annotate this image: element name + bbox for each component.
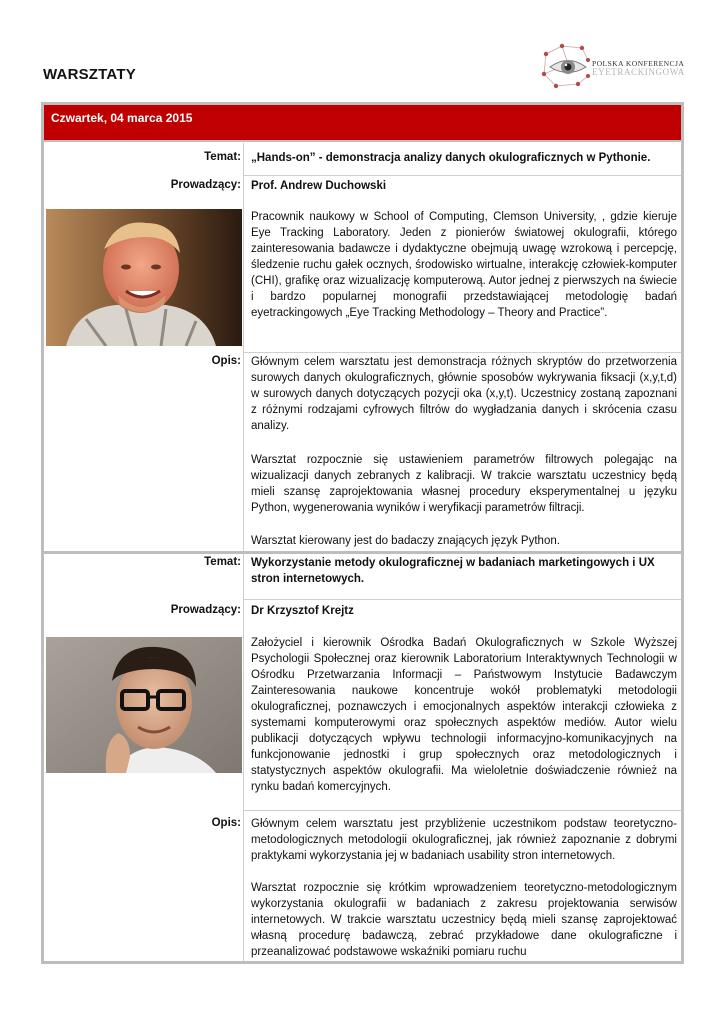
- eye-network-icon: [538, 40, 596, 94]
- presenter-label: Prowadzący:: [170, 179, 241, 191]
- workshop-2-topic: Wykorzystanie metody okulograficznej w badaniach marketingowych i UX stron internetowych.: [251, 557, 655, 585]
- presenter-label: Prowadzący:: [170, 604, 241, 616]
- column-divider: [243, 554, 244, 964]
- presenter-2-photo: [46, 637, 242, 773]
- description-label: Opis:: [211, 817, 241, 829]
- page-title: WARSZTATY: [43, 66, 136, 83]
- logo-text-line2: EYETRACKINGOWA: [592, 67, 685, 77]
- row-divider: [243, 175, 681, 176]
- workshop-separator: [44, 551, 681, 554]
- workshop-2-bio: Założyciel i kierownik Ośrodka Badań Okulograficznych w Szkole Wyższej Psychologii Społecznej oraz kierownik Laboratorium Interaktywnych Technologii w Ośrodku Przetwarzania Informacji – Państwowym Instytucie Badawczym Zainteresowania naukowe koncentruje wokół problematyki metodologii okulograficznej, poznawczych i emocjonalnych aspektów interakcji człowieka z systemami komputerowymi oraz społecznych aspektów mediów. Autor wielu publikacji dotyczących wpływu technologii informacyjno-komunikacyjnych na funkcjonowanie jednostki i grup społecznych oraz metodologicznych i statystycznych aspektów okulografii. Ma wieloletnie doświadczenie również na rynku badań komercyjnych.: [251, 637, 677, 793]
- column-divider: [243, 143, 244, 551]
- workshop-1-description-p3: Warsztat kierowany jest do badaczy znających język Python.: [251, 535, 560, 547]
- row-divider: [243, 810, 681, 811]
- day-header: [44, 105, 681, 142]
- presenter-1-photo: [46, 209, 242, 346]
- row-divider: [243, 599, 681, 600]
- workshop-1-description-p2: Warsztat rozpocznie się ustawieniem parametrów filtrowych polegając na wizualizacji danych zebranych z kalibracji. W trakcie warsztatu uczestnicy będą mieli szansę zaprojektowania własnej procedury eksperymentalnej u języku Python, wygenerowania wyników i weryfikacji parametrów filtracji.: [251, 454, 677, 514]
- workshop-1-topic: „Hands-on” - demonstracja analizy danych okulograficznych w Pythonie.: [251, 152, 651, 164]
- logo-text-line1: POLSKA KONFERENCJA: [592, 59, 685, 68]
- workshop-2-description-p2: Warsztat rozpocznie się krótkim wprowadzeniem teoretyczno-metodologicznym wykorzystania okulografii w badaniach z zakresu projektowania serwisów internetowych. W trakcie warsztatu uczestnicy będą mieli szansę zaprojektować własną procedurę badawczą, zebrać przykładowe dane okulograficzne i przeanalizować podstawowe wskaźniki pomiaru ruchu: [251, 882, 677, 958]
- conference-logo: [538, 40, 688, 94]
- topic-label: Temat:: [204, 151, 241, 163]
- workshop-1-bio: Pracownik naukowy w School of Computing, Clemson University, , gdzie kieruje Eye Tracking Laboratory. Jeden z pionierów światowej okulografii, którego zainteresowania badawcze i dydaktyczne obejmują uwagę wzrokową i percepcję, śledzenie ruchu gałek ocznych, środowisko wirtualne, interakcję człowiek-komputer (CHI), grafikę oraz wizualizację komputerową. Autor jednej z pierwszych na świecie i bardzo popularnej monografii przedstawiającej metodologię badań eyetrackingowych „Eye Tracking Methodology – Theory and Practice”.: [251, 211, 677, 319]
- workshop-2-presenter: Dr Krzysztof Krejtz: [251, 605, 354, 617]
- row-divider: [243, 352, 681, 353]
- day-label: Czwartek, 04 marca 2015: [51, 111, 193, 125]
- workshop-2-description-p1: Głównym celem warsztatu jest przybliżenie uczestnikom podstaw teoretyczno-metodologicznych metodologii okulograficznej, jak również zapoznanie z dobrymi praktykami wykorzystania jej w badaniach usability stron internetowych.: [251, 818, 677, 862]
- workshop-1-description-p1: Głównym celem warsztatu jest demonstracja różnych skryptów do przetworzenia surowych danych okulograficznych, głównie sposobów wykrywania fiksacji (x,y,t,d) w surowych danych dotyczących pozycji oka (x,y,t). Uczestnicy zostaną zapoznani z różnymi rodzajami cyfrowych filtrów do wygładzania danych i skrócenia czasu analizy.: [251, 356, 677, 432]
- description-label: Opis:: [211, 355, 241, 367]
- topic-label: Temat:: [204, 556, 241, 568]
- workshop-1-presenter: Prof. Andrew Duchowski: [251, 180, 387, 192]
- workshop-schedule-table: [41, 102, 684, 964]
